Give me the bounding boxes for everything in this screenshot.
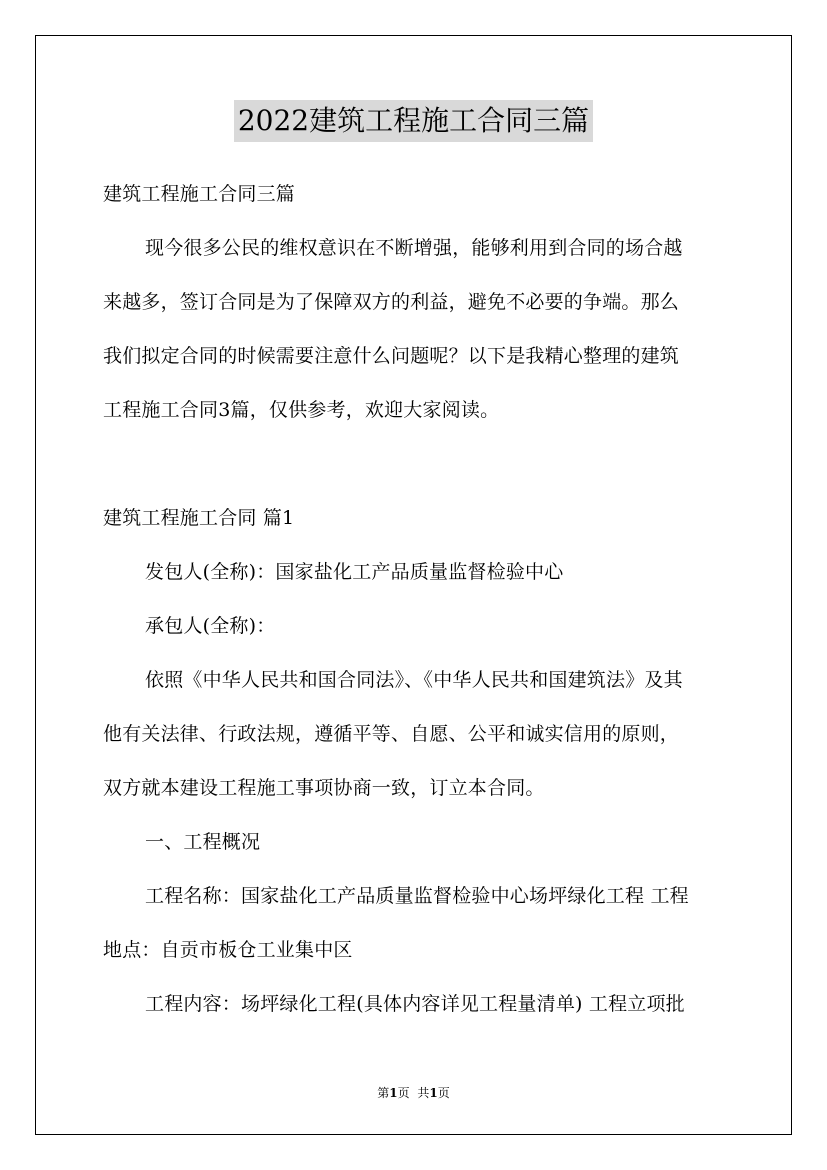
title-block <box>0 100 827 142</box>
paragraph-line: 发包人(全称)：国家盐化工产品质量监督检验中心 <box>145 561 564 583</box>
page-footer <box>0 1085 827 1101</box>
paragraph-line: 双方就本建设工程施工事项协商一致，订立本合同。 <box>103 777 545 799</box>
subtitle-line: 建筑工程施工合同三篇 <box>103 183 296 205</box>
footer-page-suffix: 页 <box>397 1086 410 1100</box>
section-heading: 建筑工程施工合同 篇1 <box>103 507 295 529</box>
footer-total-prefix: 共 <box>417 1086 430 1100</box>
paragraph-line: 现今很多公民的维权意识在不断增强，能够利用到合同的场合越 <box>145 237 683 259</box>
footer-page-number: 1 <box>389 1086 398 1100</box>
paragraph-line: 工程施工合同3篇，仅供参考，欢迎大家阅读。 <box>103 399 500 421</box>
paragraph-line: 依照《中华人民共和国合同法》、《中华人民共和国建筑法》及其 <box>145 669 683 691</box>
document-title: 2022建筑工程施工合同三篇 <box>234 100 593 142</box>
clause-heading: 一、工程概况 <box>145 831 261 853</box>
footer-total-suffix: 页 <box>437 1086 450 1100</box>
footer-total-number: 1 <box>429 1086 438 1100</box>
paragraph-line: 地点：自贡市板仓工业集中区 <box>103 939 353 961</box>
footer-page-prefix: 第 <box>377 1086 390 1100</box>
paragraph-line: 工程内容：场坪绿化工程(具体内容详见工程量清单) 工程立项批 <box>145 993 685 1015</box>
paragraph-line: 他有关法律、行政法规，遵循平等、自愿、公平和诚实信用的原则， <box>103 723 680 745</box>
paragraph-line: 承包人(全称)： <box>145 615 276 637</box>
paragraph-line: 来越多，签订合同是为了保障双方的利益，避免不必要的争端。那么 <box>103 291 680 313</box>
paragraph-line: 我们拟定合同的时候需要注意什么问题呢？以下是我精心整理的建筑 <box>103 345 680 367</box>
paragraph-line: 工程名称：国家盐化工产品质量监督检验中心场坪绿化工程 工程 <box>145 885 689 907</box>
